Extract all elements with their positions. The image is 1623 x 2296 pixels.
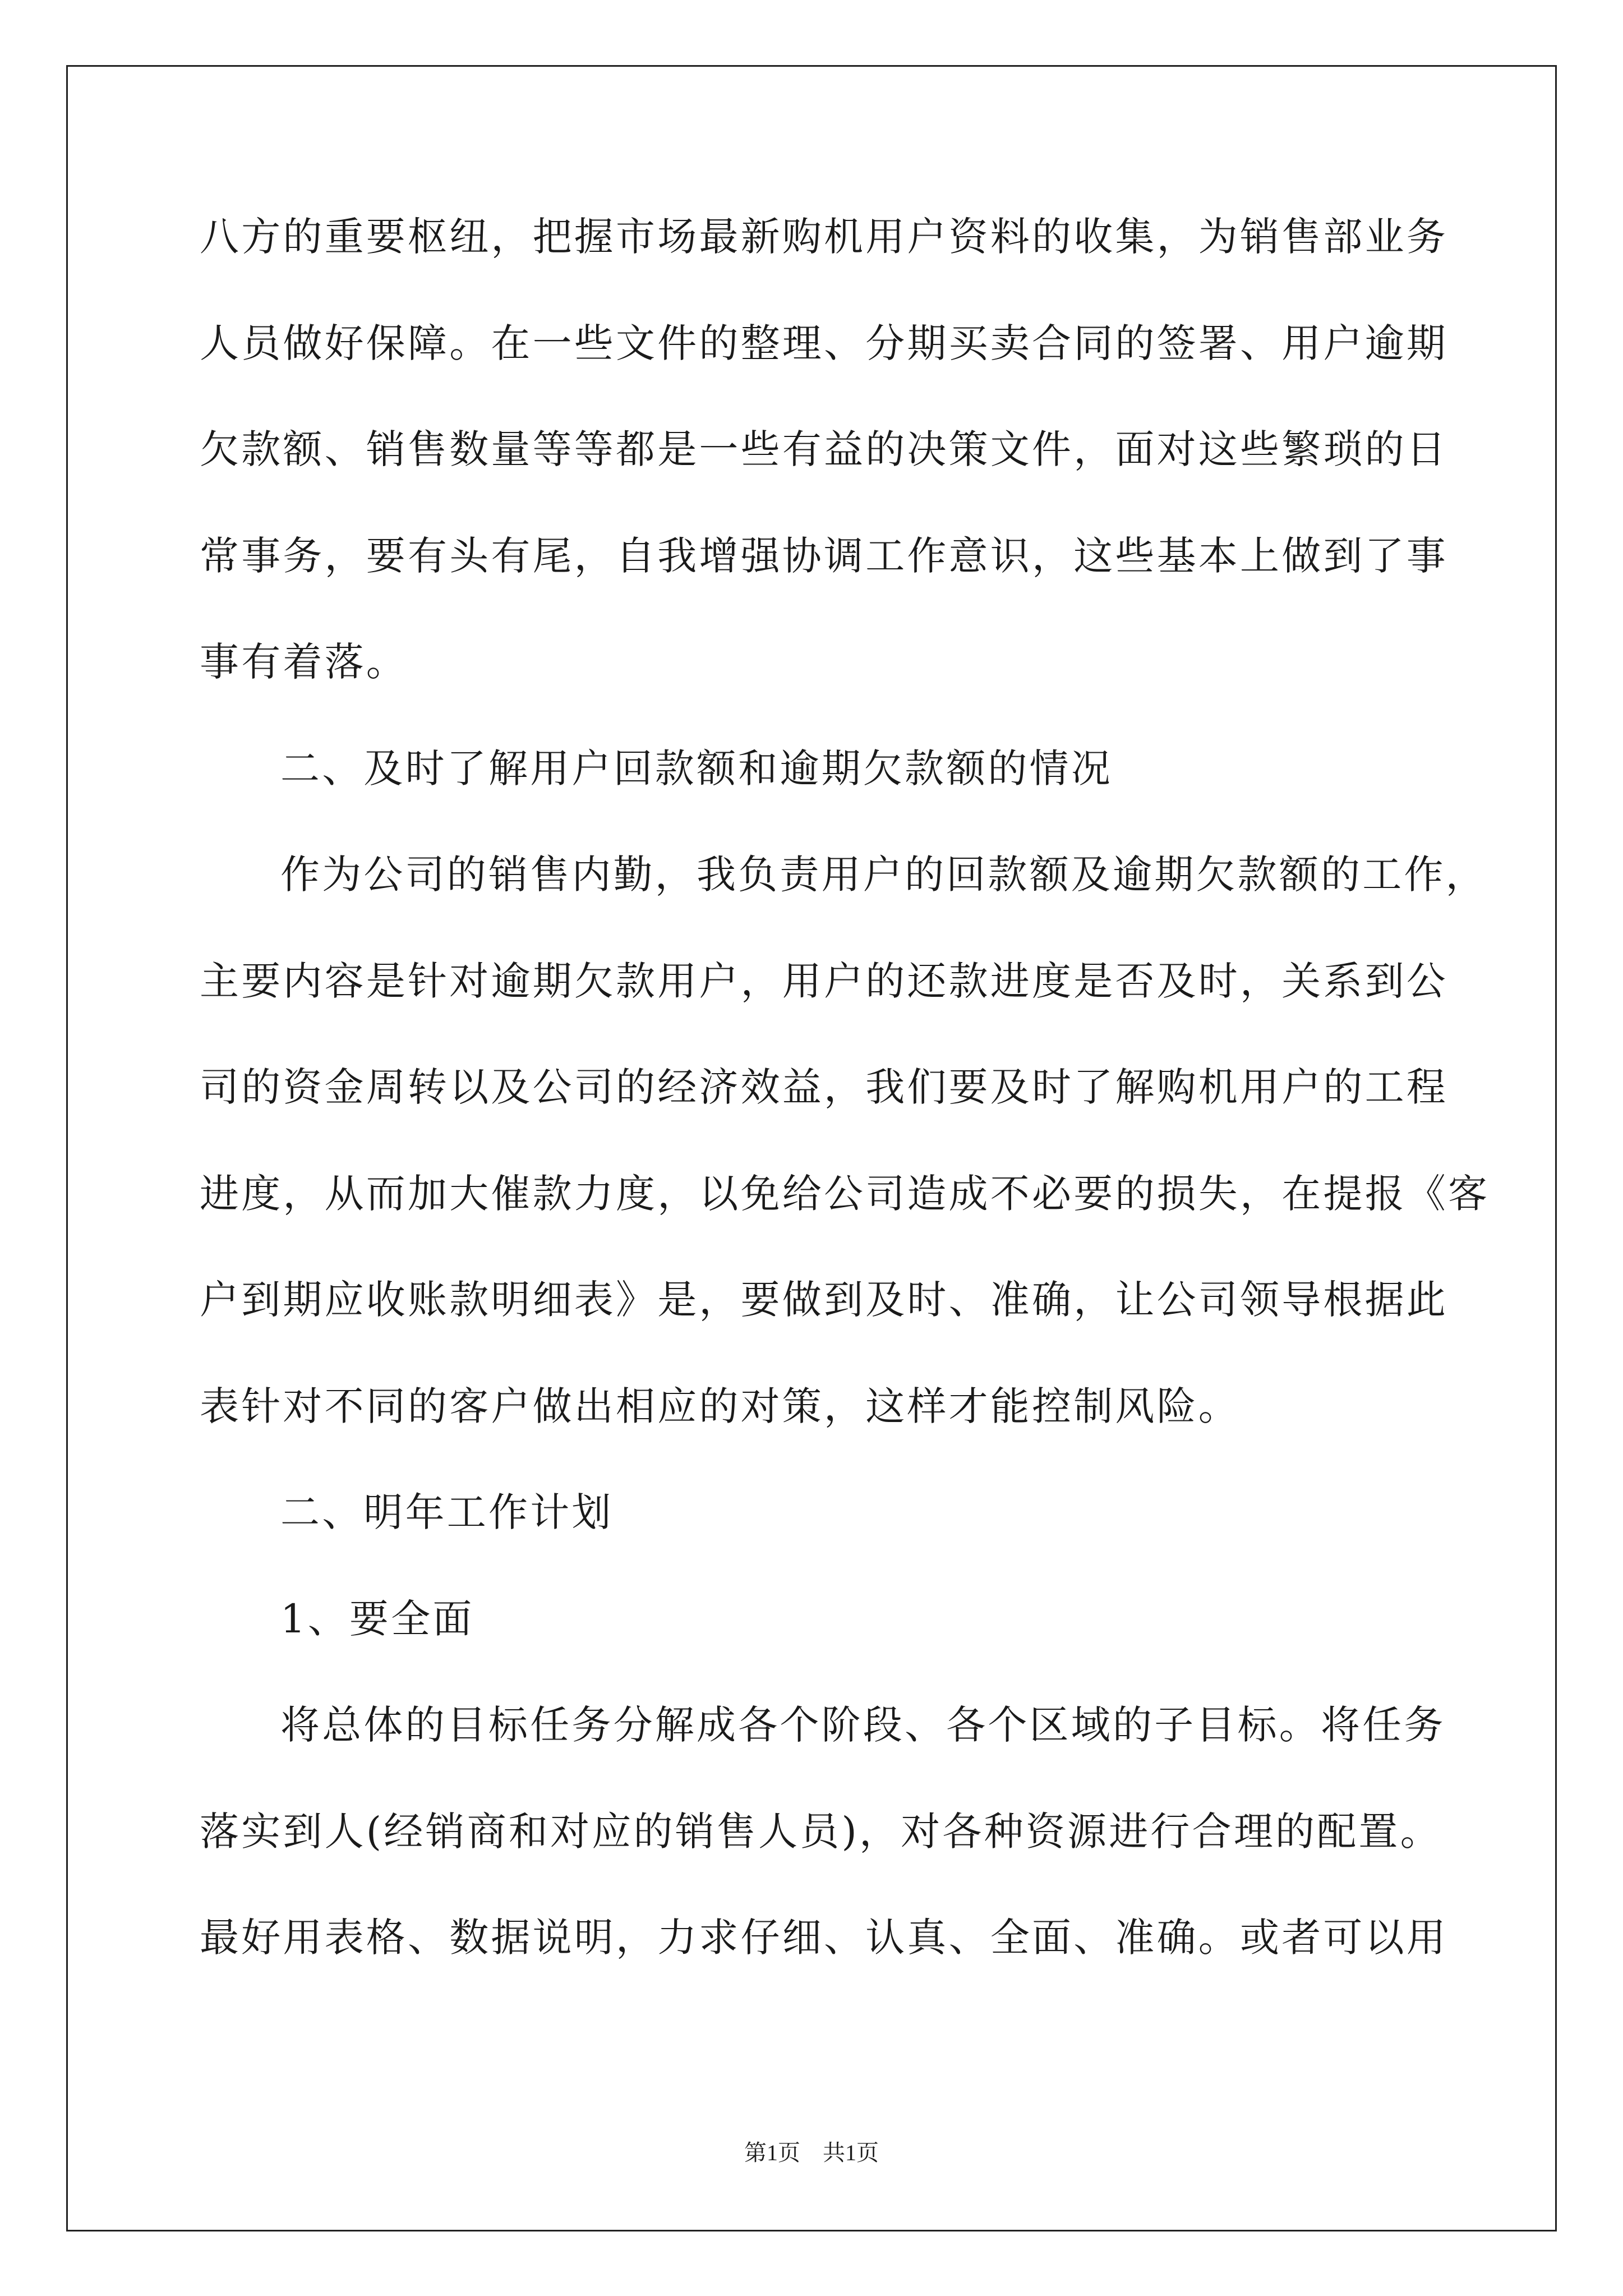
text-line: 事有着落。 bbox=[200, 639, 408, 685]
text-line: 人员做好保障。在一些文件的整理、分期买卖合同的签署、用户逾期 bbox=[200, 320, 1448, 366]
text-line: 1、要全面 bbox=[280, 1595, 474, 1642]
page-footer: 第1页 共1页 bbox=[744, 2140, 879, 2165]
text-line: 落实到人(经销商和对应的销售人员)，对各种资源进行合理的配置。 bbox=[200, 1808, 1442, 1855]
text-line: 户到期应收账款明细表》是，要做到及时、准确，让公司领导根据此 bbox=[200, 1277, 1448, 1323]
text-line: 二、明年工作计划 bbox=[280, 1489, 614, 1535]
text-line: 司的资金周转以及公司的经济效益，我们要及时了解购机用户的工程 bbox=[200, 1064, 1448, 1110]
text-line: 主要内容是针对逾期欠款用户，用户的还款进度是否及时，关系到公 bbox=[200, 958, 1448, 1004]
text-line: 常事务，要有头有尾，自我增强协调工作意识，这些基本上做到了事 bbox=[200, 532, 1448, 579]
text-line: 八方的重要枢纽，把握市场最新购机用户资料的收集，为销售部业务 bbox=[200, 214, 1448, 260]
text-line: 最好用表格、数据说明，力求仔细、认真、全面、准确。或者可以用 bbox=[200, 1915, 1448, 1961]
text-line: 欠款额、销售数量等等都是一些有益的决策文件，面对这些繁琐的日 bbox=[200, 426, 1448, 472]
text-line: 二、及时了解用户回款额和逾期欠款额的情况 bbox=[280, 745, 1113, 792]
text-line: 表针对不同的客户做出相应的对策，这样才能控制风险。 bbox=[200, 1383, 1240, 1429]
text-line: 作为公司的销售内勤，我负责用户的回款额及逾期欠款额的工作， bbox=[280, 852, 1487, 898]
document-body bbox=[200, 214, 1490, 2022]
text-line: 将总体的目标任务分解成各个阶段、各个区域的子目标。将任务 bbox=[280, 1702, 1446, 1748]
text-line: 进度，从而加大催款力度，以免给公司造成不必要的损失，在提报《客 bbox=[200, 1170, 1490, 1217]
